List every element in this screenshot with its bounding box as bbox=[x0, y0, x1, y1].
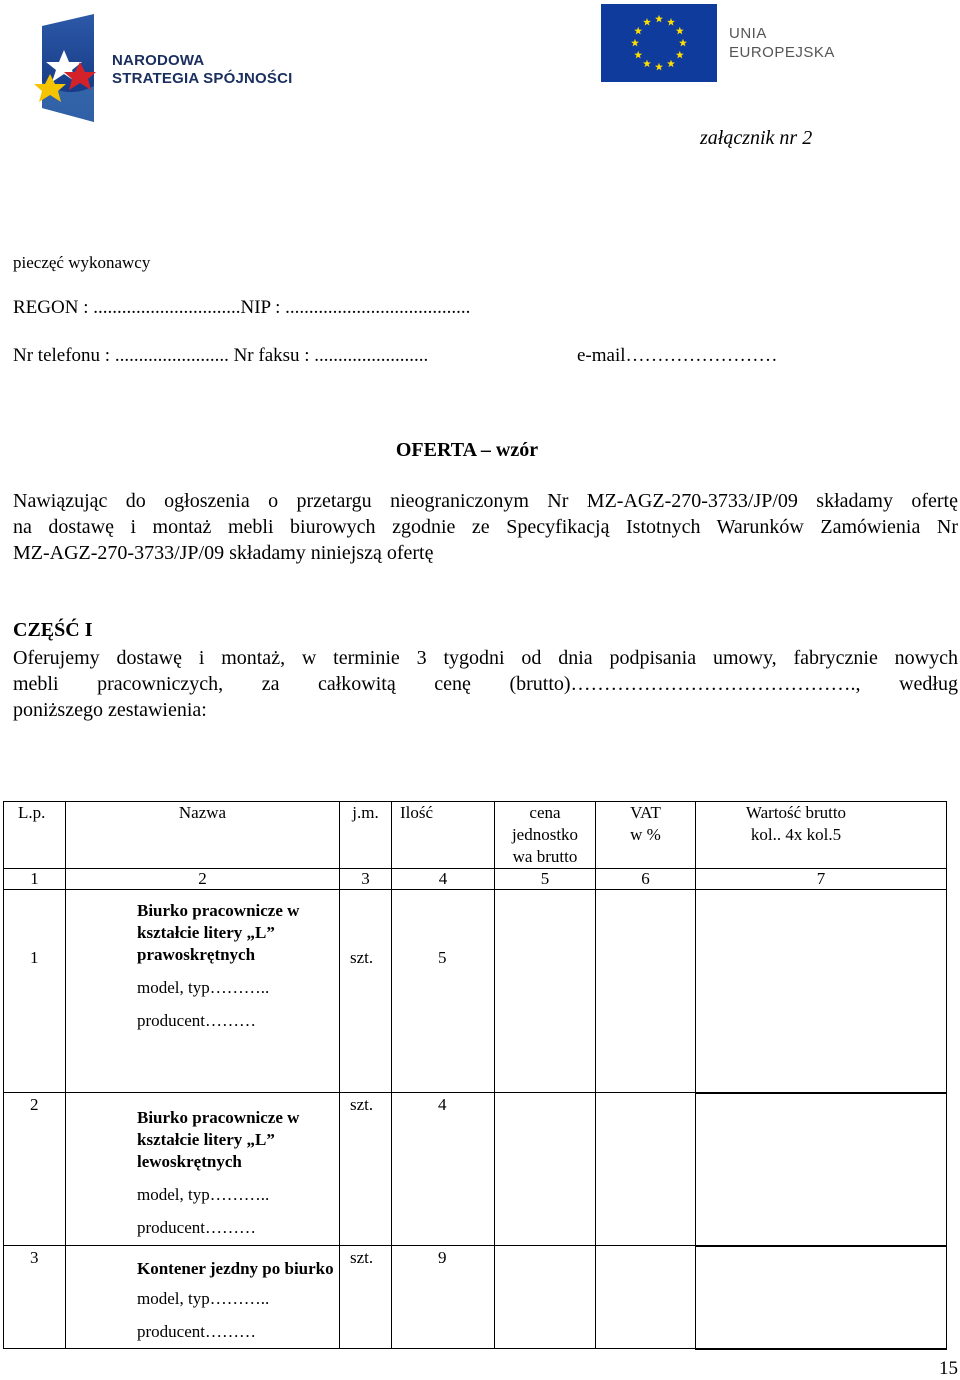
row-vat bbox=[596, 1246, 696, 1349]
row-unit: szt. bbox=[340, 1246, 392, 1349]
nss-logo bbox=[28, 12, 298, 124]
header-value bbox=[696, 802, 947, 869]
row-price bbox=[495, 1246, 596, 1349]
part-heading: CZĘŚĆ I bbox=[13, 619, 93, 641]
document-title: OFERTA – wzór bbox=[395, 439, 539, 461]
offer-table bbox=[3, 801, 947, 1350]
row-name-l3: prawoskrętnych bbox=[137, 945, 256, 964]
table-row bbox=[4, 1093, 947, 1246]
intro-line-2: na dostawę i montaż mebli biurowych zgodnie ze Specyfikacją Istotnych Warunków Zamówienia Nr bbox=[13, 516, 958, 538]
row-lp: 2 bbox=[4, 1093, 66, 1246]
row-name-l2: kształcie litery „L” bbox=[137, 923, 275, 942]
table-row bbox=[4, 1246, 947, 1349]
row-vat bbox=[596, 1093, 696, 1246]
table-header-row bbox=[4, 802, 947, 869]
row-qty: 5 bbox=[392, 890, 495, 1093]
intro-line-1: Nawiązując do ogłoszenia o przetargu nieograniczonym Nr MZ-AGZ-270-3733/JP/09 składamy ofertę bbox=[13, 490, 958, 512]
row-unit: szt. bbox=[340, 1093, 392, 1246]
row-name-l1: Biurko pracownicze w bbox=[137, 901, 300, 920]
header-name: Nazwa bbox=[66, 802, 340, 869]
row-name-cell bbox=[66, 890, 340, 1093]
row-name-l1: Kontener jezdny po biurko bbox=[137, 1259, 334, 1278]
header-value-l1: Wartość brutto bbox=[745, 803, 847, 822]
eu-logo bbox=[601, 4, 841, 84]
nss-logo-line1: NARODOWA bbox=[112, 52, 205, 69]
header-vat-l2: w % bbox=[630, 825, 661, 844]
column-number: 6 bbox=[596, 869, 696, 890]
header-price-l3: wa brutto bbox=[512, 847, 578, 866]
row-producer: producent……… bbox=[137, 1218, 256, 1237]
row-value bbox=[696, 1246, 947, 1349]
part-line-3: poniższego zestawienia: bbox=[13, 699, 207, 721]
stamp-label: pieczęć wykonawcy bbox=[13, 253, 151, 272]
row-qty: 9 bbox=[392, 1246, 495, 1349]
row-lp: 1 bbox=[4, 890, 66, 1093]
header-unit: j.m. bbox=[340, 802, 392, 869]
row-producer: producent……… bbox=[137, 1322, 256, 1341]
part-line-1: Oferujemy dostawę i montaż, w terminie 3 tygodni od dnia podpisania umowy, fabrycznie nowych bbox=[13, 647, 958, 669]
row-model: model, typ……….. bbox=[137, 1289, 270, 1308]
row-name-l2: kształcie litery „L” bbox=[137, 1130, 275, 1149]
eu-logo-line1: UNIA bbox=[729, 25, 767, 42]
column-number: 7 bbox=[696, 869, 947, 890]
column-number: 3 bbox=[340, 869, 392, 890]
header-lp: L.p. bbox=[4, 802, 66, 869]
row-price bbox=[495, 890, 596, 1093]
row-value bbox=[696, 1093, 947, 1246]
row-name-cell bbox=[66, 1093, 340, 1246]
column-number: 5 bbox=[495, 869, 596, 890]
column-number: 1 bbox=[4, 869, 66, 890]
attachment-label: załącznik nr 2 bbox=[700, 127, 813, 149]
header-vat-l1: VAT bbox=[630, 803, 661, 822]
eu-logo-line2: EUROPEJSKA bbox=[729, 44, 835, 61]
column-number-row bbox=[4, 869, 947, 890]
row-lp: 3 bbox=[4, 1246, 66, 1349]
row-unit: szt. bbox=[340, 890, 392, 1093]
row-name-cell bbox=[66, 1246, 340, 1349]
row-value bbox=[696, 890, 947, 1093]
row-qty: 4 bbox=[392, 1093, 495, 1246]
header-price bbox=[495, 802, 596, 869]
header-qty: Ilość bbox=[392, 802, 495, 869]
row-name-l3: lewoskrętnych bbox=[137, 1152, 242, 1171]
row-name-l1: Biurko pracownicze w bbox=[137, 1108, 300, 1127]
eu-flag-icon bbox=[601, 4, 717, 82]
regon-nip-line: REGON : ...............................NIP : ....................................... bbox=[13, 297, 471, 318]
row-price bbox=[495, 1093, 596, 1246]
part-line-2: mebli pracowniczych, za całkowitą cenę (brutto)……………………………………., według bbox=[13, 673, 958, 695]
intro-line-3: MZ-AGZ-270-3733/JP/09 składamy niniejszą ofertę bbox=[13, 542, 434, 564]
header-value-l2: kol.. 4x kol.5 bbox=[750, 825, 842, 844]
nss-emblem-icon bbox=[28, 12, 108, 124]
header-price-l2: jednostko bbox=[511, 825, 579, 844]
header-price-l1: cena bbox=[529, 803, 561, 822]
row-model: model, typ……….. bbox=[137, 978, 270, 997]
header-vat bbox=[596, 802, 696, 869]
email-line: e-mail…………………… bbox=[577, 345, 778, 366]
page-number: 15 bbox=[939, 1358, 958, 1379]
table-row bbox=[4, 890, 947, 1093]
row-model: model, typ……….. bbox=[137, 1185, 270, 1204]
row-producer: producent……… bbox=[137, 1011, 256, 1030]
nss-logo-line2: STRATEGIA SPÓJNOŚCI bbox=[112, 70, 293, 87]
row-vat bbox=[596, 890, 696, 1093]
column-number: 2 bbox=[66, 869, 340, 890]
phone-fax-line: Nr telefonu : ........................ Nr faksu : ........................ bbox=[13, 345, 429, 366]
column-number: 4 bbox=[392, 869, 495, 890]
